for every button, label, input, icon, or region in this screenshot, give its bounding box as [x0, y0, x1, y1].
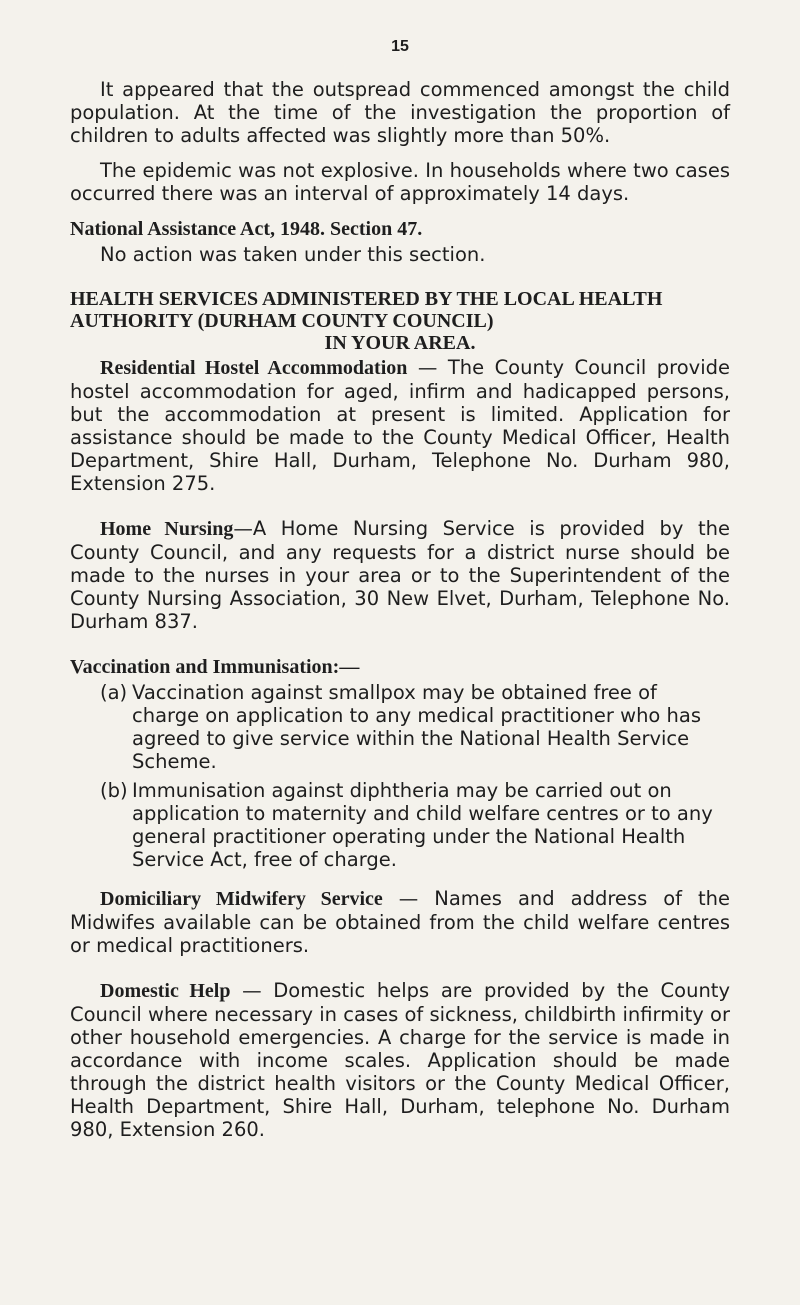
residential-heading: Residential Hostel Accommodation [100, 357, 408, 379]
residential-text: — The County Council provide hostel accommodation for aged, infirm and hadicapped persons, but the accommodation at present is limited. Application for assistance should be made to the County Medical Officer, Health Department, Shire Hall, Durham, Telephone No. Durham 980, Extension 275. [70, 356, 730, 495]
services-heading: HEALTH SERVICES ADMINISTERED BY THE LOCAL HEALTH AUTHORITY (DURHAM COUNTY COUNCIL) [70, 288, 663, 332]
diphtheria-immunisation-text: Immunisation against diphtheria may be carried out on application to maternity and child welfare centres or to any general practitioner operating under the National Health Service Act, free of charge. [132, 779, 713, 871]
domestic-help-heading: Domestic Help [100, 980, 231, 1002]
list-item [100, 681, 730, 773]
domestic-help-text: — Domestic helps are provided by the County Council where necessary in cases of sickness, childbirth infirmity or other household emergencies. A charge for the service is made in accordance with income scales. Application should be made through the district health visitors or the County Medical Officer, Health Department, Shire Hall, Durham, telephone No. Durham 980, Extension 260. [70, 979, 730, 1141]
domestic-help-paragraph [70, 979, 730, 1141]
national-assistance-heading: National Assistance Act, 1948. Section 47. [70, 218, 423, 240]
home-nursing-paragraph [70, 517, 730, 633]
outspread-paragraph: It appeared that the outspread commenced amongst the child population. At the time of the investigation the proportion of children to adults affected was slightly more than 50%. [70, 78, 730, 147]
smallpox-vaccination-text: Vaccination against smallpox may be obtained free of charge on application to any medical practitioner who has agreed to give service within the National Health Service Scheme. [132, 681, 702, 773]
home-nursing-text: —A Home Nursing Service is provided by the County Council, and any requests for a district nurse should be made to the nurses in your area or to the Superintendent of the County Nursing Association, 30 New Elvet, Durham, Telephone No. Durham 837. [70, 517, 731, 633]
epidemic-paragraph: The epidemic was not explosive. In households where two cases occurred there was an interval of approximately 14 days. [70, 159, 730, 205]
home-nursing-heading: Home Nursing [100, 518, 234, 540]
residential-paragraph [70, 356, 730, 495]
national-assistance-text: No action was taken under this section. [100, 243, 486, 266]
midwifery-heading: Domiciliary Midwifery Service [100, 888, 383, 910]
list-marker: (b) [100, 779, 128, 802]
list-marker: (a) [100, 681, 128, 704]
midwifery-paragraph [70, 887, 730, 957]
midwifery-text: — Names and address of the Midwifes available can be obtained from the child welfare centres or medical practitioners. [70, 887, 730, 957]
page-number: 15 [391, 38, 409, 55]
services-heading-area: IN YOUR AREA. [324, 332, 476, 354]
list-item [100, 779, 730, 871]
vaccination-heading: Vaccination and Immunisation:— [70, 656, 360, 678]
